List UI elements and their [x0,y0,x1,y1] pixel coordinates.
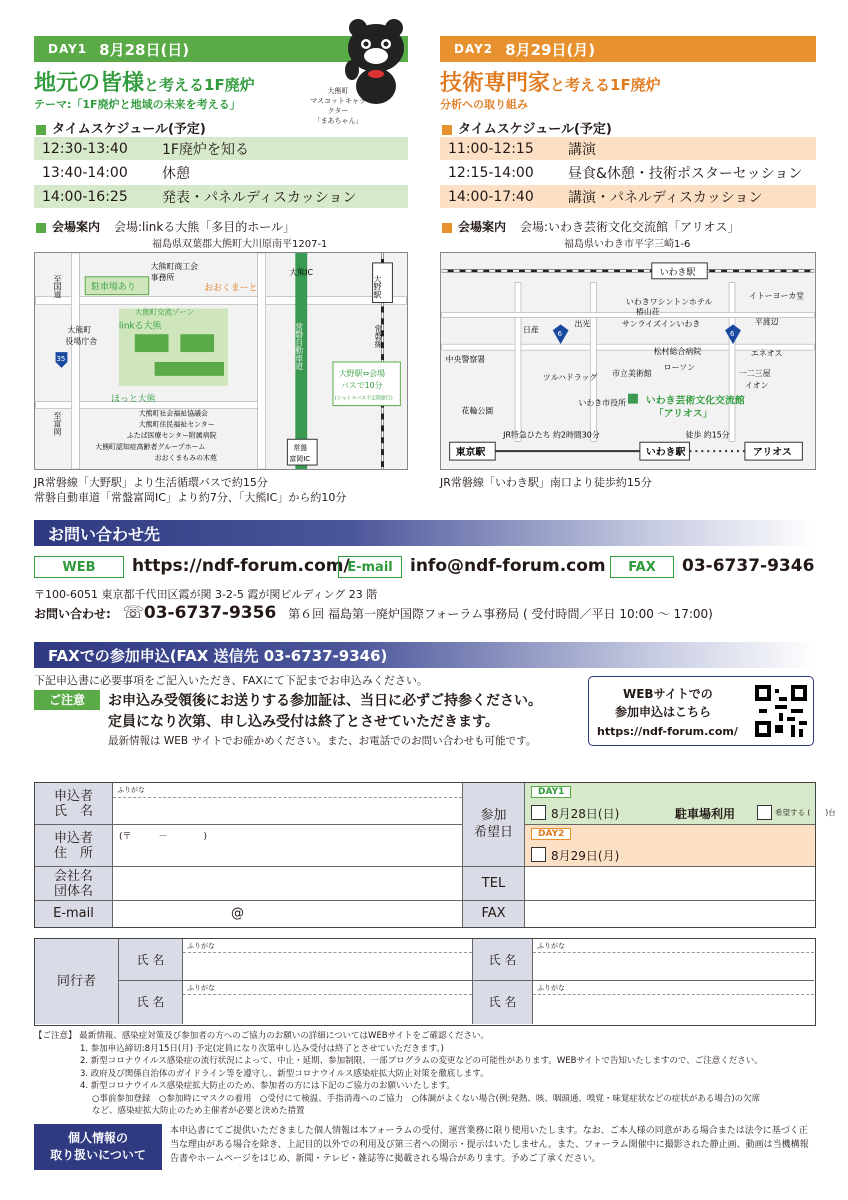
name-label [35,783,113,825]
day2-schedule-heading [442,118,612,137]
map-sunshine: サンライズインいわき [622,319,701,329]
map-bus3: (シャトルバス不定期運行) [334,395,393,402]
companion-name-label-3: 氏 名 [119,981,183,1024]
parking-checkbox[interactable] [757,805,772,820]
web-link[interactable]: https://ndf-forum.com/ [132,556,350,576]
caution-line-2: 定員になり次第、申し込み受付は終了とさせていただきます。 [108,714,499,730]
day1-badge: DAY1 [48,42,88,56]
parking-wish: 希望する ( )台 [775,808,836,817]
companion-name-label-1: 氏 名 [119,939,183,981]
map-kiwi: おおくまもみの木苑 [154,454,217,463]
day2-schedule-row-3 [440,185,816,208]
map-tomioka-ic1: 常盤 [293,444,308,453]
day2-date: 8月29日(月) [505,40,596,59]
company-field[interactable] [113,867,463,901]
map-bus2: バスで10分 [340,380,383,390]
notes-item-4: 4. 新型コロナウイルス感染症拡大防止のため、参加者の方には下記のご協力のお願いいたします。 [80,1081,455,1091]
map-train: JR特急ひたち 約2時間30分 [503,430,600,440]
day1-schedule-label: 休憩 [162,165,190,182]
email-tag: E-mail [338,556,402,578]
contact-inquiry [34,603,713,623]
latest-info: 最新情報は WEB サイトでお確かめください。また、お電話でのお問い合わせも可能です。 [108,735,537,747]
name-field[interactable] [113,783,463,825]
form-day1-date: 8月28日(日) [551,807,620,821]
map-route6b: 6 [730,330,735,339]
map-alios2: 「アリオス」 [653,408,713,420]
zip-placeholder: (〒 － ) [119,832,208,842]
square-icon [36,125,46,135]
map-walk: 徒歩 約15分 [685,430,730,440]
companion-name-label-4: 氏 名 [473,981,533,1024]
day1-address: 福島県双葉郡大熊町大川原南平1207-1 [152,239,328,250]
day2-header [440,36,816,62]
companion-field-3[interactable] [183,981,473,1024]
map-fukushi: 大熊町住民福祉センター [138,420,215,429]
day1-schedule-time: 14:00-16:25 [42,188,128,205]
form-day2-date: 8月29日(月) [551,849,620,863]
qr-code-icon[interactable] [755,685,807,737]
mascot-caption-line1: 大熊町 [327,87,349,95]
caution-tag: ご注意 [34,690,100,710]
map-lawson: ローソン [663,362,695,372]
companion-furigana-1: ふりがな [187,942,215,950]
parking-label: 駐車場利用 [675,807,736,821]
address-label [35,825,113,867]
wish-label-1: 参加 [480,808,507,823]
day2-schedule-label: 講演・パネルディスカッション [568,189,763,206]
map-washington: いわきワシントンホテル [626,297,713,307]
day1-venue [36,218,295,235]
fax-apply-intro: 下記申込書に必要事項をご記入いただき、FAXにて下記までお申込みください。 [34,674,428,687]
map-hanabata: 花輪公園 [461,406,494,416]
day2-title-main: 技術専門家 [440,71,551,96]
mascot-caption [278,86,368,126]
day1-venue-heading: 会場案内 [52,220,101,234]
contact-address: 〒100-6051 東京都千代田区霞が関 3-2-5 霞が関ビルディング 23 階 [34,588,378,601]
map-alios1: いわき芸術文化交流館 [645,395,745,407]
day1-date: 8月28日(日) [99,40,190,59]
day2-access: JR常磐線「いわき駅」南口より徒歩約15分 [440,476,652,489]
day2-schedule-row-1 [440,137,816,160]
map-nissan: 日産 [522,325,539,335]
day2-schedule-time: 11:00-12:15 [448,140,534,157]
day1-theme: テーマ:「1F廃炉と地域の未来を考える」 [34,98,241,111]
caution-line-1: お申込み受領後にお送りする参加証は、当日に必ずご持参ください。 [108,693,542,709]
companion-label: 同行者 [35,939,119,1024]
wish-label-2: 希望日 [473,825,513,840]
mascot-caption-line3: 「まあちゃん」 [313,117,363,125]
day2-map [440,252,816,470]
mascot-caption-line2: マスコットキャラクター [310,97,366,115]
privacy-title-2: 取り扱いについて [50,1148,146,1162]
day1-schedule-label: 1F廃炉を知る [162,141,249,158]
day2-schedule-time: 14:00-17:40 [448,188,534,205]
notes-item-1: 1. 参加申込締切:8月15日(月) 予定(定員になり次第申し込み受付は終了とさせていただきます。) [80,1043,444,1054]
map-koryu: 大熊町交流ゾーン [134,307,195,317]
map-joban-line: 常磐線 [374,324,384,349]
web-apply-line1: WEBサイトでの [623,687,713,701]
day2-schedule-heading-text: タイムスケジュール(予定) [458,122,612,137]
map-futaba: ふたば医療センター附属病院 [126,431,217,440]
day1-schedule-heading-text: タイムスケジュール(予定) [52,122,206,137]
name-label-2: 氏 名 [53,804,93,819]
map-route288a: 至国道 [53,274,63,299]
contact-heading: お問い合わせ先 [48,524,161,544]
map-group: 大熊町認知症高齢者グループホーム [95,443,206,452]
day2-choice [525,825,815,867]
application-form [34,782,836,928]
address-label-2: 住 所 [53,846,93,861]
square-icon [442,125,452,135]
map-shakyo: 大熊町社会福祉協議会 [138,409,208,418]
square-icon [36,223,46,233]
day2-theme: 分析への取り組み [440,98,528,111]
map-parking: 駐車場あり [91,282,136,293]
map-bijutsu: 市立美術館 [612,368,652,378]
map-tsuruha: ツルハドラッグ [542,372,598,382]
day1-schedule-row-2 [34,161,408,184]
map-yakuba2: 役場庁舎 [65,337,98,347]
wish-label [463,783,525,867]
map-alios: アリオス [752,447,792,459]
square-icon [442,223,452,233]
map-yakuba1: 大熊町 [67,325,92,335]
day2-schedule-row-2 [440,161,816,184]
address-label-1: 申込者 [53,831,93,846]
company-label [35,867,113,901]
map-iwaki: いわき駅 [645,447,686,459]
day1-map [34,252,408,470]
map-itoyokado: イトーヨーカ堂 [748,291,805,301]
companion-name-label-2: 氏 名 [473,939,533,981]
privacy-title-1: 個人情報の [67,1131,128,1145]
day1-venue-name: 会場:linkる大熊「多目的ホール」 [114,220,296,234]
companion-furigana-4: ふりがな [537,984,565,992]
day1-schedule-row-3 [34,185,408,208]
office-info: 第６回 福島第一廃炉国際フォーラム事務局 ( 受付時間／平日 10:00 ～ 17:00) [288,607,713,621]
map-shiyakusho: いわき市役所 [578,398,626,408]
day1-access-1: JR常磐線「大野駅」より生活循環バスで約15分 [34,476,268,489]
inquiry-label: お問い合わせ: [34,607,111,621]
fax-apply-heading: FAXでの参加申込(FAX 送信先 03-6737-9346) [48,646,388,665]
form-day2-tag: DAY2 [531,828,571,840]
companion-furigana-3: ふりがな [187,984,215,992]
day2-address: 福島県いわき市平字三崎1-6 [564,239,691,250]
map-route6a: 6 [557,330,563,339]
web-apply-line3: https://ndf-forum.com/ [597,725,738,738]
companion-field-1[interactable] [183,939,473,981]
day1-title-main: 地元の皆様 [34,71,145,96]
map-tokyo: 東京駅 [455,447,486,459]
map-nichome: 一二三屋 [738,368,771,378]
map-r35: 35 [56,355,66,363]
day1-schedule-time: 13:40-14:00 [42,164,128,181]
notes-item-3: 3. 政府及び関係自治体のガイドライン等を遵守し、新型コロナウイルス感染症拡大防止対策を徹底します。 [80,1068,489,1079]
day1-choice [525,783,836,825]
tel-number: ☏03-6737-9356 [122,603,277,623]
map-hiratouzen: 平渡辺 [754,317,779,327]
day1-checkbox[interactable] [531,805,546,820]
form-day1-tag: DAY1 [531,786,571,798]
privacy-text: 本申込書にてご提供いただきました個人情報は本フォーラムの受付、運営業務に限り使用いたします。なお、ご本人様の同意がある場合または法令に基づく正当な理由がある場合を除き、上記目的以外での利用及び第三者への開示・提示はいたしません。また、フォーラム開催中に撮影された静止画、動画は当機構報告書やホームページをはじめ、新聞・テレビ・雑誌等に掲載される場合があります。予めご了承ください。 [170,1126,809,1164]
notes-item-2: 2. 新型コロナウイルス感染症の流行状況によって、中止・延期、参加制限、一部プログラムの変更などの可能性があります。WEBサイトで告知いたしますので、ご注意ください。 [80,1056,763,1066]
email-at: @ [231,906,244,921]
map-ono: 大野駅 [373,274,383,299]
map-tomioka-ic2: 富岡IC [289,455,311,464]
map-eneos: エネオス [750,349,783,359]
day2-schedule-label: 昼食&休憩・技術ポスターセッション [568,165,803,182]
map-shoko2: 事務所 [150,272,175,282]
day1-access-2: 常磐自動車道「常盤富岡IC」より約7分、「大熊IC」から約10分 [34,491,347,504]
privacy-title [34,1124,162,1170]
map-tomioka1: 至富岡 [53,411,63,436]
contact-heading-bar [34,520,816,546]
notes [34,1030,816,1118]
name-label-1: 申込者 [53,789,93,804]
fax-apply-heading-bar [34,642,816,668]
day2-checkbox[interactable] [531,847,546,862]
day1-schedule-time: 12:30-13:40 [42,140,128,157]
companion-furigana-2: ふりがな [537,942,565,950]
companion-table [34,938,816,1026]
company-label-1: 会社名 [53,869,93,884]
day1-schedule-label: 発表・パネルディスカッション [162,189,357,206]
day2-venue-name: 会場:いわき芸術文化交流館「アリオス」 [520,220,740,234]
map-tsubakiyama: 椿山荘 [635,307,660,317]
tel-field[interactable] [525,867,815,901]
map-link: linkる大熊 [118,321,162,332]
day1-schedule-row-1 [34,137,408,160]
fax-label: FAX [463,901,525,927]
notes-item-6: など、感染症拡大防止のため主催者が必要と決めた措置 [92,1106,305,1116]
day1-schedule-heading [36,118,206,137]
map-aeon: イオン [744,380,769,390]
map-okuma-ic: 大熊IC [289,267,314,277]
web-apply-line2: 参加申込はこちら [615,705,712,719]
companion-field-2[interactable] [533,939,814,981]
map-iwaki-st: いわき駅 [659,267,696,278]
map-chuo-police: 中央警察署 [445,354,486,364]
fax-field[interactable] [525,901,815,927]
map-bus1: 大野駅⇔会場 [338,368,386,378]
web-apply-box[interactable] [588,676,814,746]
email-label: E-mail [35,901,113,927]
company-label-2: 団体名 [53,884,93,899]
email-link[interactable]: info@ndf-forum.com [410,556,606,576]
map-joban-exp: 常磐自動車道 [294,322,304,370]
map-shoko: 大熊町商工会 [150,261,199,271]
map-idemitsu: 出光 [574,319,591,329]
day1-title-sub: と考える1F廃炉 [144,76,255,94]
email-field[interactable] [113,901,463,927]
address-field[interactable] [113,825,463,867]
day2-schedule-time: 12:15-14:00 [448,164,534,181]
day2-schedule-label: 講演 [568,141,596,158]
day2-badge: DAY2 [454,42,494,56]
name-furigana: ふりがな [117,786,145,794]
notes-head: 【ご注意】 最新情報、感染症対策及び参加者の方へのご協力のお願いの詳細についてはWEBサイトをご確認ください。 [34,1031,490,1041]
day1-title [34,66,255,97]
tel-label: TEL [463,867,525,901]
fax-tag: FAX [610,556,674,578]
day2-title-sub: と考える1F廃炉 [550,76,661,94]
fax-number: 03-6737-9346 [682,556,815,576]
web-tag: WEB [34,556,124,578]
day2-venue-heading: 会場案内 [458,220,507,234]
companion-field-4[interactable] [533,981,814,1024]
map-okukuma: おおくまーと [204,283,258,294]
day2-venue [442,218,739,235]
map-matsumura: 松村総合病院 [653,347,702,357]
day2-title [440,66,661,97]
map-hotto: ほっと大熊 [111,394,156,405]
notes-item-5: ○事前参加登録 ○参加時にマスクの着用 ○受付にて検温、手指消毒へのご協力 ○体調がよくない場合(例:発熱、咳、咽頭通、嗅覚・味覚症状などの症状がある場合)の欠席 [92,1093,761,1104]
